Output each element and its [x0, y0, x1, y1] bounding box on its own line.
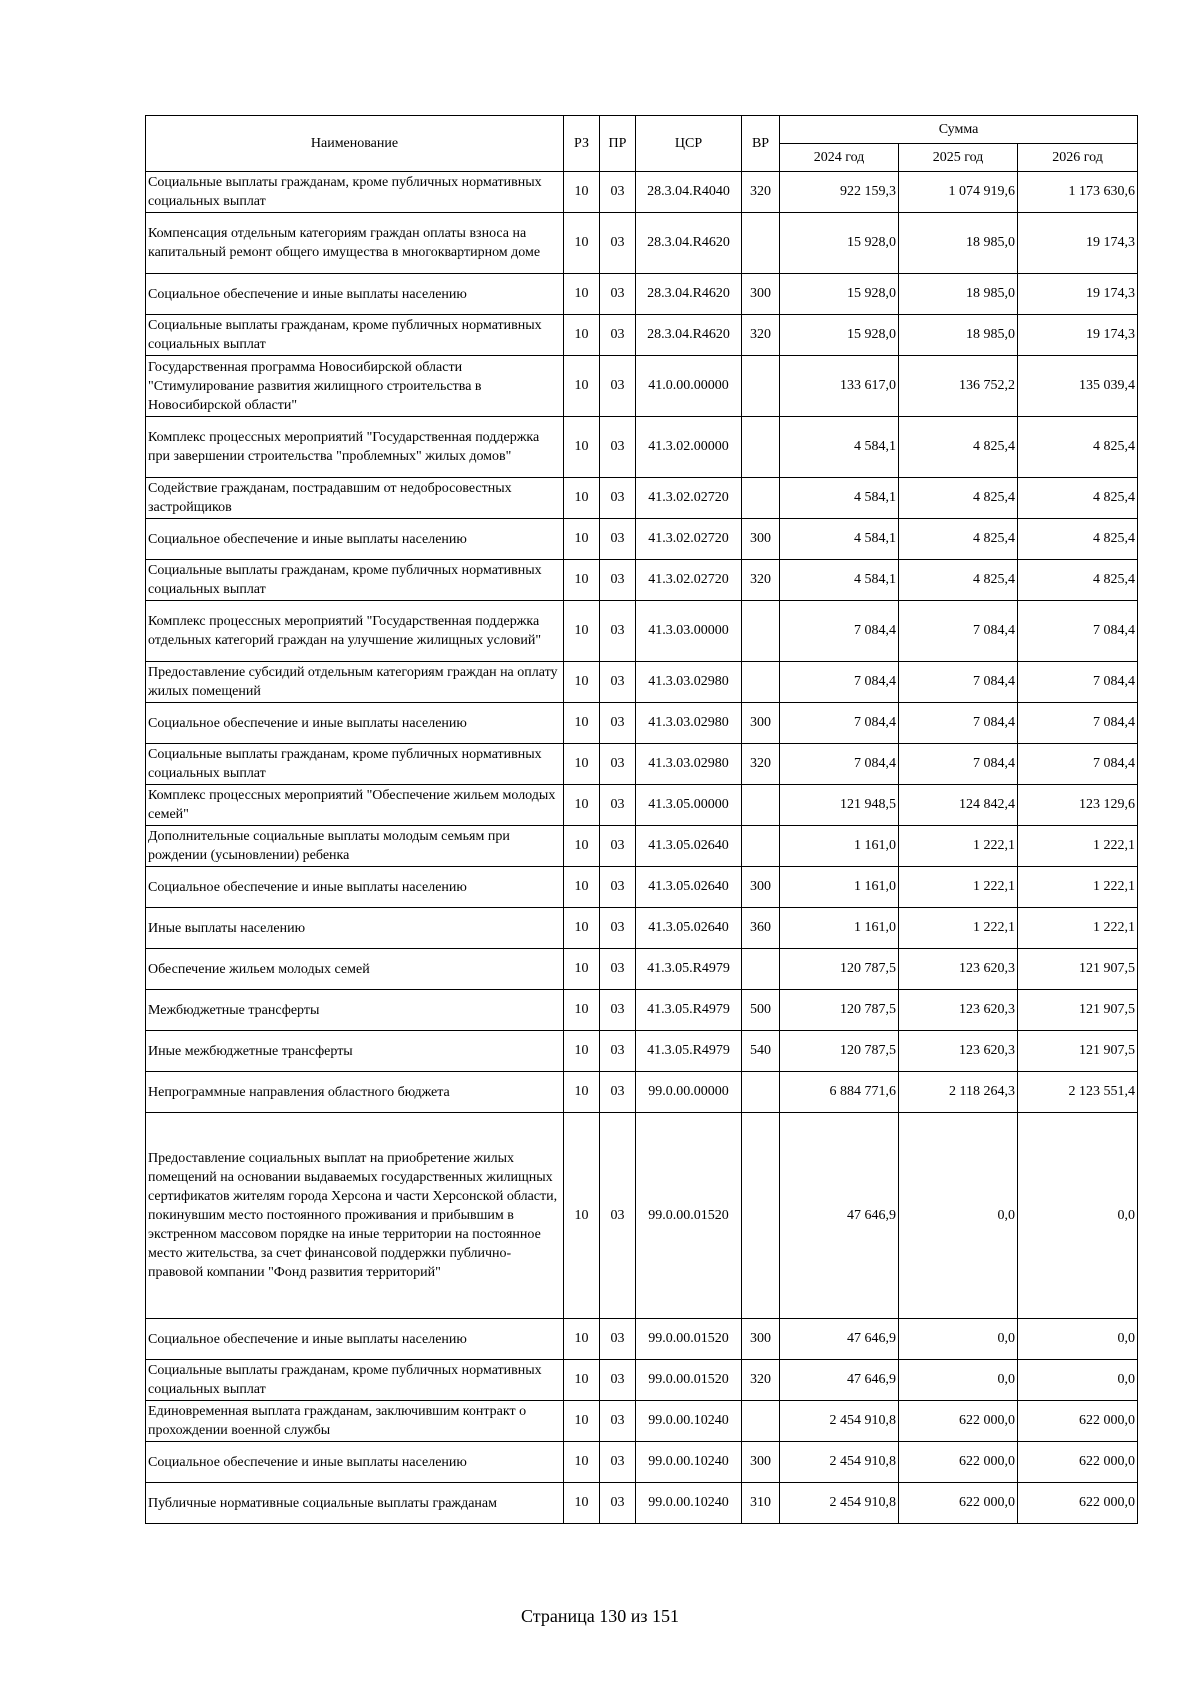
- row-name: Компенсация отдельным категориям граждан оплаты взноса на капитальный ремонт общего имущества в многоквартирном доме: [146, 213, 564, 274]
- row-sum-2025: 4 825,4: [899, 560, 1018, 601]
- row-csr: 41.3.05.02640: [636, 908, 742, 949]
- row-rz: 10: [564, 560, 600, 601]
- table-row: [146, 867, 1138, 908]
- row-csr: 41.3.02.00000: [636, 417, 742, 478]
- row-sum-2026: 121 907,5: [1018, 990, 1138, 1031]
- row-vr: 320: [742, 315, 780, 356]
- row-vr: [742, 478, 780, 519]
- row-rz: 10: [564, 1401, 600, 1442]
- table-row: [146, 1319, 1138, 1360]
- row-rz: 10: [564, 172, 600, 213]
- row-sum-2026: 1 173 630,6: [1018, 172, 1138, 213]
- row-vr: [742, 1401, 780, 1442]
- table-row: [146, 703, 1138, 744]
- row-vr: 320: [742, 1360, 780, 1401]
- row-csr: 99.0.00.10240: [636, 1442, 742, 1483]
- row-pr: 03: [600, 356, 636, 417]
- row-sum-2026: 1 222,1: [1018, 867, 1138, 908]
- row-rz: 10: [564, 1072, 600, 1113]
- row-pr: 03: [600, 990, 636, 1031]
- row-rz: 10: [564, 949, 600, 990]
- row-rz: 10: [564, 1113, 600, 1319]
- row-pr: 03: [600, 1113, 636, 1319]
- row-sum-2026: 622 000,0: [1018, 1483, 1138, 1524]
- page-number: Страница 130 из 151: [521, 1606, 679, 1626]
- row-vr: 320: [742, 560, 780, 601]
- row-pr: 03: [600, 601, 636, 662]
- row-sum-2026: 19 174,3: [1018, 213, 1138, 274]
- row-sum-2025: 123 620,3: [899, 990, 1018, 1031]
- table-row: [146, 519, 1138, 560]
- row-sum-2026: 19 174,3: [1018, 315, 1138, 356]
- row-sum-2024: 7 084,4: [780, 601, 899, 662]
- header-year-2024: 2024 год: [780, 144, 899, 172]
- row-csr: 99.0.00.01520: [636, 1319, 742, 1360]
- table-row: [146, 1031, 1138, 1072]
- row-pr: 03: [600, 172, 636, 213]
- table-row: [146, 744, 1138, 785]
- row-name: Социальные выплаты гражданам, кроме публичных нормативных социальных выплат: [146, 1360, 564, 1401]
- row-name: Комплекс процессных мероприятий "Государственная поддержка отдельных категорий граждан на улучшение жилищных условий": [146, 601, 564, 662]
- header-sum: Сумма: [780, 116, 1138, 144]
- row-sum-2026: 7 084,4: [1018, 662, 1138, 703]
- row-name: Иные выплаты населению: [146, 908, 564, 949]
- row-name: Социальное обеспечение и иные выплаты населению: [146, 519, 564, 560]
- row-vr: 320: [742, 744, 780, 785]
- row-pr: 03: [600, 560, 636, 601]
- table-row: [146, 417, 1138, 478]
- row-sum-2025: 1 074 919,6: [899, 172, 1018, 213]
- row-sum-2025: 1 222,1: [899, 867, 1018, 908]
- table-row: [146, 1072, 1138, 1113]
- table-header: [146, 116, 1138, 172]
- row-sum-2025: 124 842,4: [899, 785, 1018, 826]
- row-csr: 41.3.03.02980: [636, 703, 742, 744]
- row-pr: 03: [600, 785, 636, 826]
- row-rz: 10: [564, 1360, 600, 1401]
- row-sum-2024: 1 161,0: [780, 826, 899, 867]
- row-csr: 41.3.02.02720: [636, 519, 742, 560]
- row-sum-2026: 1 222,1: [1018, 826, 1138, 867]
- row-pr: 03: [600, 867, 636, 908]
- row-sum-2025: 622 000,0: [899, 1401, 1018, 1442]
- row-name: Содействие гражданам, пострадавшим от недобросовестных застройщиков: [146, 478, 564, 519]
- row-sum-2024: 47 646,9: [780, 1319, 899, 1360]
- table-row: [146, 1113, 1138, 1319]
- row-rz: 10: [564, 315, 600, 356]
- row-sum-2025: 4 825,4: [899, 519, 1018, 560]
- row-sum-2025: 622 000,0: [899, 1442, 1018, 1483]
- table-row: [146, 1360, 1138, 1401]
- row-vr: [742, 1113, 780, 1319]
- row-csr: 99.0.00.00000: [636, 1072, 742, 1113]
- row-rz: 10: [564, 417, 600, 478]
- table-row: [146, 274, 1138, 315]
- row-vr: 310: [742, 1483, 780, 1524]
- row-sum-2026: 2 123 551,4: [1018, 1072, 1138, 1113]
- row-rz: 10: [564, 990, 600, 1031]
- row-name: Социальные выплаты гражданам, кроме публичных нормативных социальных выплат: [146, 560, 564, 601]
- row-sum-2026: 7 084,4: [1018, 601, 1138, 662]
- row-csr: 41.3.05.R4979: [636, 949, 742, 990]
- table-row: [146, 1442, 1138, 1483]
- row-sum-2026: 123 129,6: [1018, 785, 1138, 826]
- header-vr: ВР: [742, 116, 780, 172]
- table-row: [146, 213, 1138, 274]
- row-pr: 03: [600, 519, 636, 560]
- row-name: Социальные выплаты гражданам, кроме публичных нормативных социальных выплат: [146, 315, 564, 356]
- header-pr: ПР: [600, 116, 636, 172]
- header-name: Наименование: [146, 116, 564, 172]
- row-name: Публичные нормативные социальные выплаты гражданам: [146, 1483, 564, 1524]
- row-pr: 03: [600, 826, 636, 867]
- row-name: Социальное обеспечение и иные выплаты населению: [146, 867, 564, 908]
- row-sum-2025: 0,0: [899, 1360, 1018, 1401]
- row-rz: 10: [564, 478, 600, 519]
- row-vr: [742, 949, 780, 990]
- row-rz: 10: [564, 213, 600, 274]
- row-pr: 03: [600, 662, 636, 703]
- table-body: [146, 172, 1138, 1524]
- row-sum-2026: 135 039,4: [1018, 356, 1138, 417]
- row-sum-2026: 0,0: [1018, 1113, 1138, 1319]
- row-name: Социальные выплаты гражданам, кроме публичных нормативных социальных выплат: [146, 172, 564, 213]
- row-sum-2025: 4 825,4: [899, 417, 1018, 478]
- row-pr: 03: [600, 213, 636, 274]
- budget-table: [145, 115, 1138, 1524]
- table-row: [146, 315, 1138, 356]
- header-rz: РЗ: [564, 116, 600, 172]
- row-name: Социальное обеспечение и иные выплаты населению: [146, 1319, 564, 1360]
- row-vr: 300: [742, 1442, 780, 1483]
- row-name: Комплекс процессных мероприятий "Обеспечение жильем молодых семей": [146, 785, 564, 826]
- row-vr: [742, 417, 780, 478]
- row-rz: 10: [564, 744, 600, 785]
- table-row: [146, 908, 1138, 949]
- row-vr: 300: [742, 519, 780, 560]
- table-row: [146, 1401, 1138, 1442]
- row-csr: 41.3.02.02720: [636, 560, 742, 601]
- row-sum-2026: 7 084,4: [1018, 703, 1138, 744]
- row-sum-2026: 1 222,1: [1018, 908, 1138, 949]
- row-pr: 03: [600, 908, 636, 949]
- row-name: Обеспечение жильем молодых семей: [146, 949, 564, 990]
- table-row: [146, 560, 1138, 601]
- row-sum-2026: 622 000,0: [1018, 1401, 1138, 1442]
- row-vr: [742, 1072, 780, 1113]
- row-sum-2024: 2 454 910,8: [780, 1442, 899, 1483]
- row-sum-2026: 0,0: [1018, 1319, 1138, 1360]
- row-vr: 540: [742, 1031, 780, 1072]
- row-vr: [742, 662, 780, 703]
- row-csr: 41.3.05.00000: [636, 785, 742, 826]
- row-name: Иные межбюджетные трансферты: [146, 1031, 564, 1072]
- row-sum-2024: 15 928,0: [780, 213, 899, 274]
- table-row: [146, 785, 1138, 826]
- row-sum-2026: 121 907,5: [1018, 949, 1138, 990]
- row-sum-2024: 4 584,1: [780, 478, 899, 519]
- row-sum-2026: 4 825,4: [1018, 478, 1138, 519]
- row-sum-2024: 7 084,4: [780, 662, 899, 703]
- row-rz: 10: [564, 785, 600, 826]
- row-vr: 300: [742, 703, 780, 744]
- row-pr: 03: [600, 1401, 636, 1442]
- row-sum-2026: 4 825,4: [1018, 519, 1138, 560]
- row-csr: 41.3.02.02720: [636, 478, 742, 519]
- row-pr: 03: [600, 1031, 636, 1072]
- row-vr: [742, 356, 780, 417]
- row-rz: 10: [564, 356, 600, 417]
- row-csr: 41.3.03.00000: [636, 601, 742, 662]
- row-sum-2025: 18 985,0: [899, 213, 1018, 274]
- row-pr: 03: [600, 1442, 636, 1483]
- row-vr: 300: [742, 274, 780, 315]
- table-row: [146, 949, 1138, 990]
- row-sum-2024: 7 084,4: [780, 744, 899, 785]
- row-sum-2026: 7 084,4: [1018, 744, 1138, 785]
- row-csr: 28.3.04.R4620: [636, 213, 742, 274]
- row-sum-2024: 7 084,4: [780, 703, 899, 744]
- row-sum-2025: 136 752,2: [899, 356, 1018, 417]
- row-rz: 10: [564, 601, 600, 662]
- row-csr: 41.3.05.02640: [636, 867, 742, 908]
- table-row: [146, 826, 1138, 867]
- table-row: [146, 356, 1138, 417]
- row-vr: 360: [742, 908, 780, 949]
- row-csr: 99.0.00.01520: [636, 1360, 742, 1401]
- row-sum-2024: 15 928,0: [780, 315, 899, 356]
- table-row: [146, 1483, 1138, 1524]
- row-csr: 99.0.00.10240: [636, 1483, 742, 1524]
- row-csr: 41.0.00.00000: [636, 356, 742, 417]
- row-rz: 10: [564, 1442, 600, 1483]
- row-sum-2025: 0,0: [899, 1319, 1018, 1360]
- row-sum-2026: 121 907,5: [1018, 1031, 1138, 1072]
- row-csr: 41.3.05.02640: [636, 826, 742, 867]
- row-sum-2024: 2 454 910,8: [780, 1483, 899, 1524]
- row-name: Дополнительные социальные выплаты молодым семьям при рождении (усыновлении) ребенка: [146, 826, 564, 867]
- row-pr: 03: [600, 1072, 636, 1113]
- row-csr: 28.3.04.R4620: [636, 274, 742, 315]
- row-sum-2026: 0,0: [1018, 1360, 1138, 1401]
- row-sum-2025: 1 222,1: [899, 908, 1018, 949]
- row-vr: [742, 826, 780, 867]
- row-sum-2024: 922 159,3: [780, 172, 899, 213]
- row-sum-2025: 7 084,4: [899, 662, 1018, 703]
- row-csr: 41.3.03.02980: [636, 662, 742, 703]
- row-vr: [742, 601, 780, 662]
- row-rz: 10: [564, 1319, 600, 1360]
- row-sum-2026: 4 825,4: [1018, 417, 1138, 478]
- row-sum-2024: 47 646,9: [780, 1113, 899, 1319]
- row-sum-2025: 7 084,4: [899, 744, 1018, 785]
- row-sum-2026: 19 174,3: [1018, 274, 1138, 315]
- row-rz: 10: [564, 826, 600, 867]
- row-name: Единовременная выплата гражданам, заключившим контракт о прохождении военной службы: [146, 1401, 564, 1442]
- table-row: [146, 172, 1138, 213]
- row-rz: 10: [564, 1031, 600, 1072]
- row-pr: 03: [600, 315, 636, 356]
- row-name: Предоставление субсидий отдельным категориям граждан на оплату жилых помещений: [146, 662, 564, 703]
- table-row: [146, 990, 1138, 1031]
- row-csr: 99.0.00.10240: [636, 1401, 742, 1442]
- row-vr: [742, 785, 780, 826]
- row-name: Комплекс процессных мероприятий "Государственная поддержка при завершении строительства "проблемных" жилых домов": [146, 417, 564, 478]
- row-vr: 300: [742, 867, 780, 908]
- table-row: [146, 601, 1138, 662]
- row-rz: 10: [564, 274, 600, 315]
- row-pr: 03: [600, 949, 636, 990]
- row-name: Межбюджетные трансферты: [146, 990, 564, 1031]
- row-rz: 10: [564, 703, 600, 744]
- row-name: Непрограммные направления областного бюджета: [146, 1072, 564, 1113]
- row-sum-2024: 6 884 771,6: [780, 1072, 899, 1113]
- row-csr: 28.3.04.R4620: [636, 315, 742, 356]
- row-sum-2026: 4 825,4: [1018, 560, 1138, 601]
- row-sum-2025: 7 084,4: [899, 601, 1018, 662]
- row-rz: 10: [564, 1483, 600, 1524]
- row-sum-2024: 1 161,0: [780, 908, 899, 949]
- row-sum-2025: 1 222,1: [899, 826, 1018, 867]
- row-csr: 41.3.05.R4979: [636, 990, 742, 1031]
- row-sum-2024: 4 584,1: [780, 519, 899, 560]
- row-sum-2025: 4 825,4: [899, 478, 1018, 519]
- row-sum-2025: 18 985,0: [899, 274, 1018, 315]
- row-rz: 10: [564, 662, 600, 703]
- header-year-2025: 2025 год: [899, 144, 1018, 172]
- row-pr: 03: [600, 274, 636, 315]
- row-rz: 10: [564, 908, 600, 949]
- row-name: Социальные выплаты гражданам, кроме публичных нормативных социальных выплат: [146, 744, 564, 785]
- row-name: Социальное обеспечение и иные выплаты населению: [146, 274, 564, 315]
- row-csr: 41.3.03.02980: [636, 744, 742, 785]
- row-pr: 03: [600, 478, 636, 519]
- row-vr: 300: [742, 1319, 780, 1360]
- row-pr: 03: [600, 744, 636, 785]
- row-sum-2024: 120 787,5: [780, 990, 899, 1031]
- row-pr: 03: [600, 1483, 636, 1524]
- row-sum-2024: 1 161,0: [780, 867, 899, 908]
- row-csr: 99.0.00.01520: [636, 1113, 742, 1319]
- row-sum-2026: 622 000,0: [1018, 1442, 1138, 1483]
- table-row: [146, 662, 1138, 703]
- row-name: Предоставление социальных выплат на приобретение жилых помещений на основании выдаваемых государственных жилищных сертификатов жителям города Херсона и части Херсонской области, покинувшим место постоянного проживания и прибывшим в экстренном массовом порядке на иные территории на постоянное место жительства, за счет финансовой поддержки публично-правовой компании "Фонд развития территорий": [146, 1113, 564, 1319]
- row-sum-2024: 121 948,5: [780, 785, 899, 826]
- row-sum-2025: 18 985,0: [899, 315, 1018, 356]
- row-sum-2024: 4 584,1: [780, 417, 899, 478]
- row-sum-2024: 15 928,0: [780, 274, 899, 315]
- row-csr: 41.3.05.R4979: [636, 1031, 742, 1072]
- row-pr: 03: [600, 703, 636, 744]
- row-csr: 28.3.04.R4040: [636, 172, 742, 213]
- row-pr: 03: [600, 1319, 636, 1360]
- row-name: Государственная программа Новосибирской области "Стимулирование развития жилищного строительства в Новосибирской области": [146, 356, 564, 417]
- row-sum-2025: 622 000,0: [899, 1483, 1018, 1524]
- row-vr: [742, 213, 780, 274]
- row-sum-2025: 0,0: [899, 1113, 1018, 1319]
- row-rz: 10: [564, 867, 600, 908]
- row-pr: 03: [600, 417, 636, 478]
- row-sum-2025: 2 118 264,3: [899, 1072, 1018, 1113]
- row-sum-2025: 123 620,3: [899, 1031, 1018, 1072]
- row-sum-2024: 2 454 910,8: [780, 1401, 899, 1442]
- row-sum-2024: 120 787,5: [780, 1031, 899, 1072]
- header-year-2026: 2026 год: [1018, 144, 1138, 172]
- row-name: Социальное обеспечение и иные выплаты населению: [146, 1442, 564, 1483]
- row-name: Социальное обеспечение и иные выплаты населению: [146, 703, 564, 744]
- table-row: [146, 478, 1138, 519]
- row-vr: 320: [742, 172, 780, 213]
- row-pr: 03: [600, 1360, 636, 1401]
- row-sum-2025: 7 084,4: [899, 703, 1018, 744]
- header-csr: ЦСР: [636, 116, 742, 172]
- row-rz: 10: [564, 519, 600, 560]
- row-sum-2024: 47 646,9: [780, 1360, 899, 1401]
- row-sum-2025: 123 620,3: [899, 949, 1018, 990]
- row-sum-2024: 120 787,5: [780, 949, 899, 990]
- row-sum-2024: 4 584,1: [780, 560, 899, 601]
- row-vr: 500: [742, 990, 780, 1031]
- row-sum-2024: 133 617,0: [780, 356, 899, 417]
